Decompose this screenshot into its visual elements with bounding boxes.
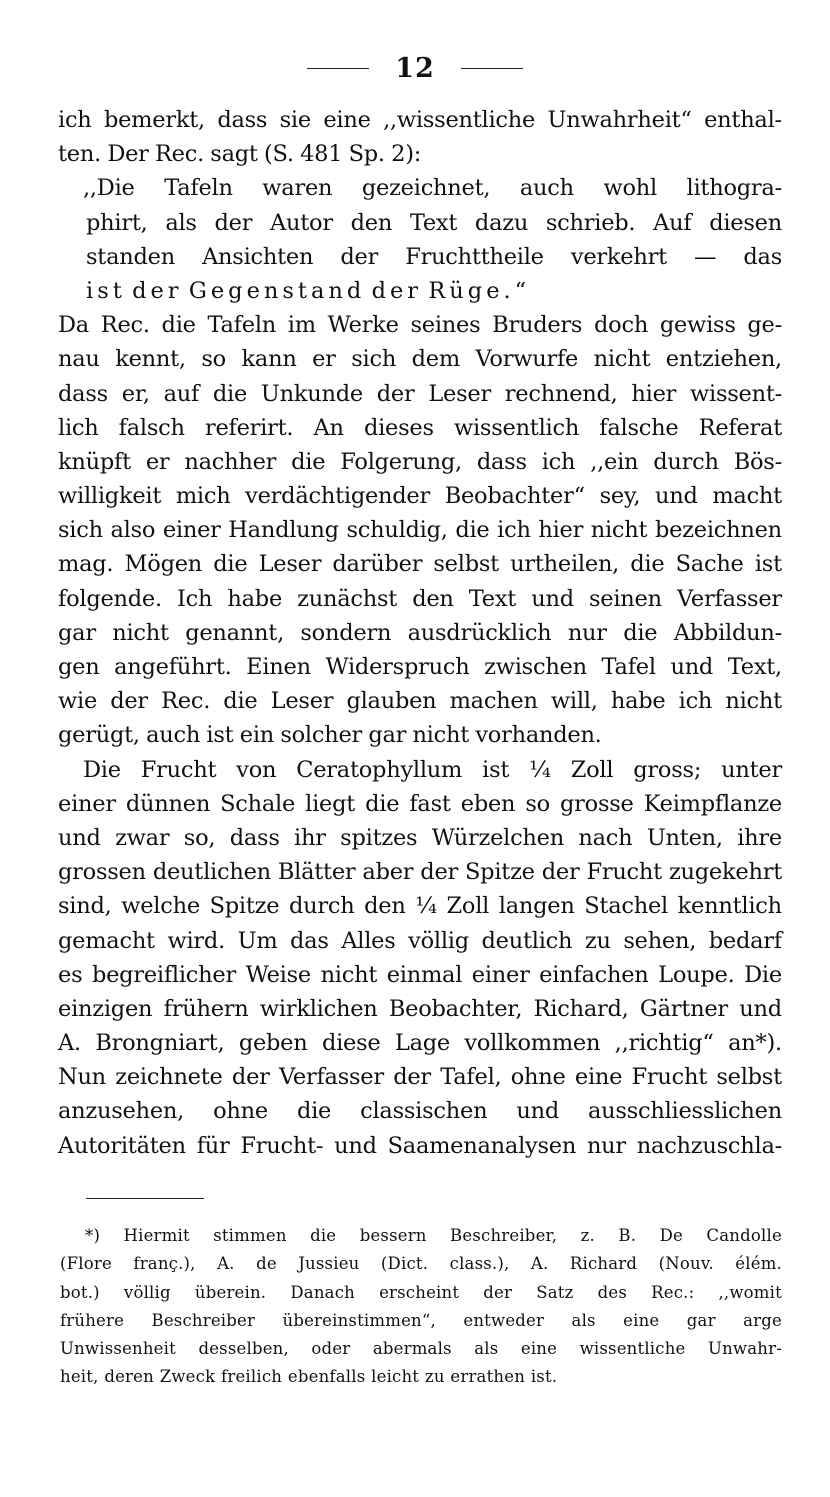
text-line: knüpft er nachher die Folgerung, dass ich ,,ein durch Bös- — [58, 448, 782, 475]
text-line: A. Brongniart, geben diese Lage vollkommen ,,richtig“ an*). — [58, 1030, 782, 1057]
text-line: gen angeführt. Einen Widerspruch zwischen Tafel und Text, — [58, 654, 782, 680]
footnote-line: heit, deren Zweck freilich ebenfalls leicht zu errathen ist. — [60, 1367, 558, 1387]
text-line: sind, welche Spitze durch den ¼ Zoll langen Stachel kenntlich — [58, 893, 782, 920]
text-line: ,,Die Tafeln waren gezeichnet, auch wohl lithogra- — [83, 175, 782, 202]
header-rule-right — [461, 68, 523, 69]
footnote-line: Unwissenheit desselben, oder abermals als eine wissentliche Unwahr- — [60, 1339, 782, 1359]
footnote-line: (Flore franç.), A. de Jussieu (Dict. class.), A. Richard (Nouv. élém. — [60, 1254, 782, 1274]
page-header — [0, 48, 830, 88]
text-line: und zwar so, dass ihr spitzes Würzelchen nach Unten, ihre — [58, 824, 782, 851]
text-line: standen Ansichten der Fruchttheile verkehrt — das — [86, 243, 782, 270]
page-number: 12 — [395, 52, 435, 84]
text-line: phirt, als der Autor den Text dazu schrieb. Auf diesen — [86, 209, 782, 236]
text-line: lich falsch referirt. An dieses wissentlich falsche Referat — [58, 414, 782, 441]
footnote-separator — [86, 1198, 204, 1199]
text-line: wie der Rec. die Leser glauben machen will, habe ich nicht — [58, 688, 782, 715]
text-line: gemacht wird. Um das Alles völlig deutlich zu sehen, bedarf — [58, 927, 782, 954]
text-line: anzusehen, ohne die classischen und ausschliesslichen — [58, 1098, 782, 1125]
text-line: ist der Gegenstand der Rüge.“ — [86, 277, 531, 304]
text-line: dass er, auf die Unkunde der Leser rechnend, hier wissent- — [58, 380, 782, 407]
text-line: gerügt, auch ist ein solcher gar nicht vorhanden. — [58, 722, 602, 749]
text-line: folgende. Ich habe zunächst den Text und seinen Verfasser — [58, 585, 782, 612]
text-line: sich also einer Handlung schuldig, die ich hier nicht bezeichnen — [58, 517, 782, 544]
header-rule-left — [307, 68, 369, 69]
text-line: ich bemerkt, dass sie eine ,,wissentliche Unwahrheit“ enthal- — [58, 107, 782, 133]
text-line: grossen deutlichen Blätter aber der Spitze der Frucht zugekehrt — [58, 859, 782, 886]
text-line: Nun zeichnete der Verfasser der Tafel, ohne eine Frucht selbst — [58, 1064, 782, 1091]
footnote — [60, 1222, 782, 1392]
text-line: nau kennt, so kann er sich dem Vorwurfe nicht entziehen, — [58, 346, 782, 373]
text-line: Die Frucht von Ceratophyllum ist ¼ Zoll gross; unter — [83, 756, 782, 783]
footnote-line: frühere Beschreiber übereinstimmen“, entweder als eine gar arge — [60, 1310, 782, 1330]
text-line: einer dünnen Schale liegt die fast eben so grosse Keimpflanze — [58, 790, 782, 817]
text-line: gar nicht genannt, sondern ausdrücklich nur die Abbildun- — [58, 619, 782, 646]
text-line: es begreiflicher Weise nicht einmal einer einfachen Loupe. Die — [58, 961, 782, 988]
text-line: willigkeit mich verdächtigender Beobachter“ sey, und macht — [58, 483, 782, 510]
text-line: Autoritäten für Frucht- und Saamenanalysen nur nachzuschla- — [58, 1132, 782, 1159]
footnote-line: *) Hiermit stimmen die bessern Beschreiber, z. B. De Candolle — [85, 1226, 782, 1245]
text-line: Da Rec. die Tafeln im Werke seines Bruders doch gewiss ge- — [58, 312, 782, 339]
footnote-line: bot.) völlig überein. Danach erscheint der Satz des Rec.: ,,womit — [60, 1282, 782, 1302]
main-text — [58, 103, 782, 1163]
text-line: einzigen frühern wirklichen Beobachter, Richard, Gärtner und — [58, 995, 782, 1022]
text-line: ten. Der Rec. sagt (S. 481 Sp. 2): — [58, 141, 422, 168]
text-line: mag. Mögen die Leser darüber selbst urtheilen, die Sache ist — [58, 551, 782, 578]
